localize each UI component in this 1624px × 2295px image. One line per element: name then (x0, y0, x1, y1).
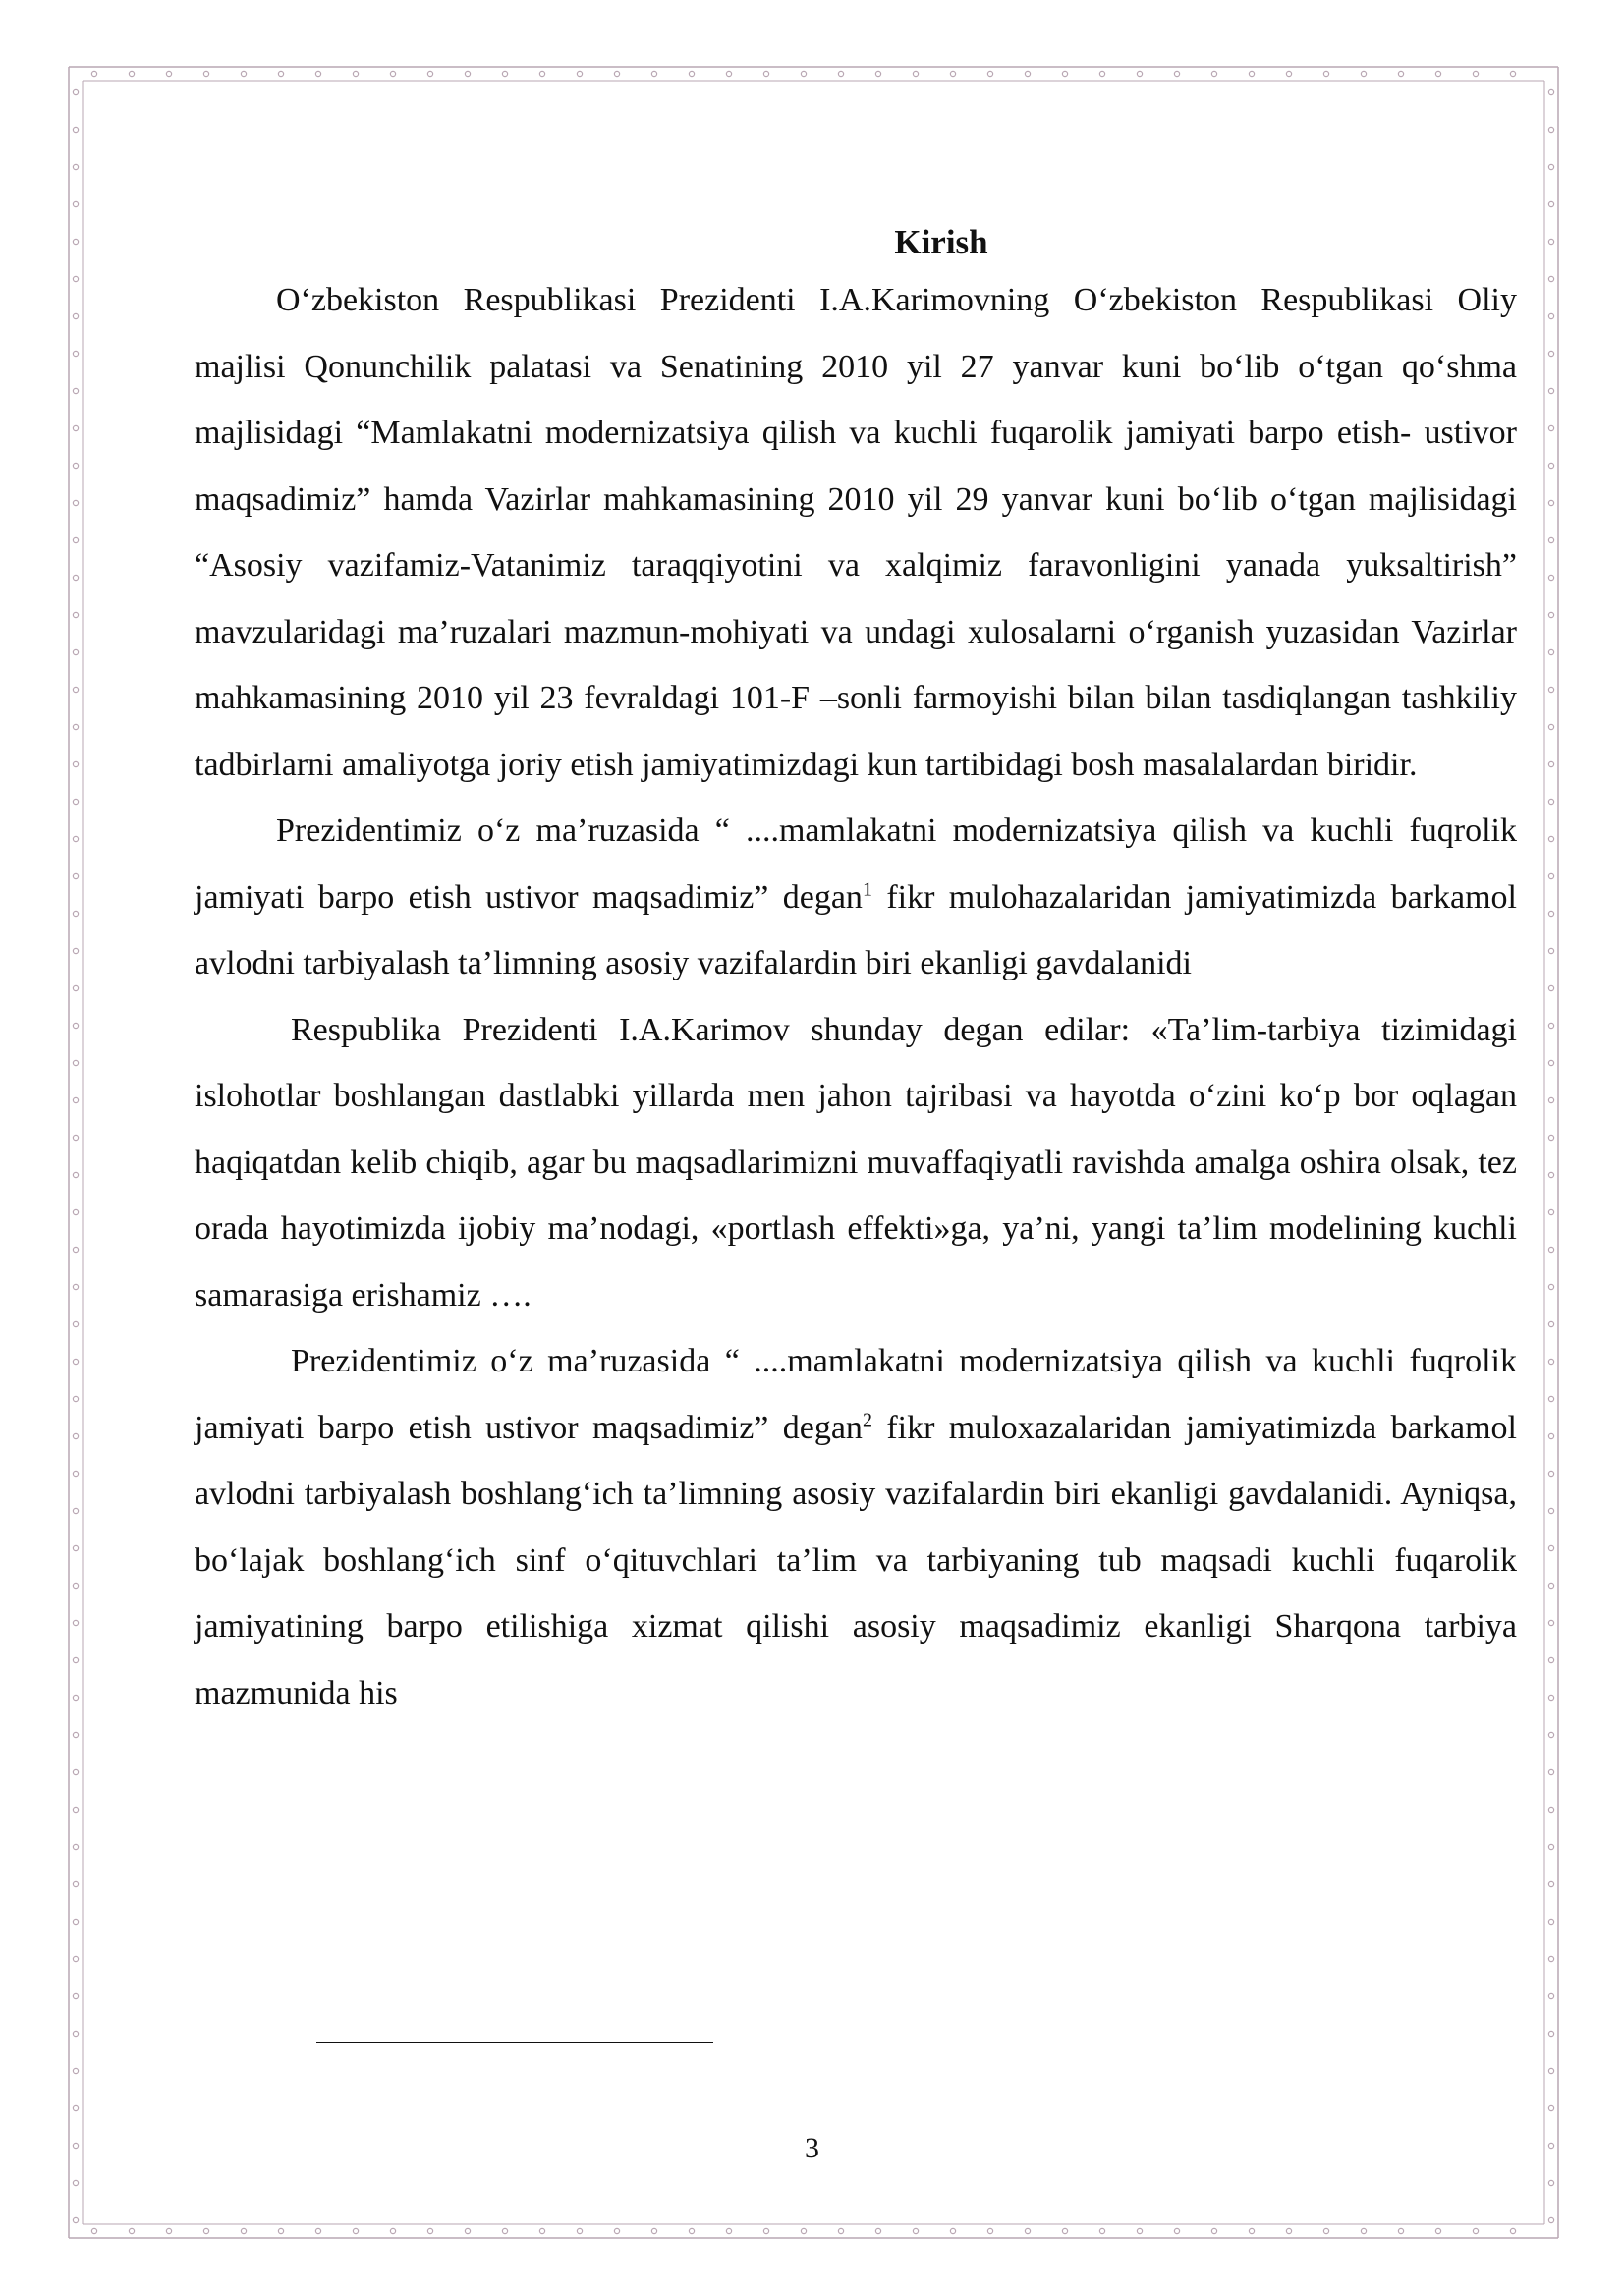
document-body (195, 218, 1517, 1726)
paragraph-3: Respublika Prezidenti I.A.Karimov shunday degan edilar: «Ta’lim-tarbiya tizimidagi islohotlar boshlangan dastlabki yillarda men jahon tajribasi va hayotda o‘zini ko‘p bor oqlagan haqiqatdan kelib chiqib, agar bu maqsadlarimizni muvaffaqiyatli ravishda amalga oshira olsak, tez orada hayotimizda ijobiy ma’nodagi, «portlash effekti»ga, ya’ni, yangi ta’lim modelining kuchli samarasiga erishamiz …. (195, 1011, 1517, 1314)
paragraph-2-text-before: Prezidentimiz o‘z ma’ruzasida “ ....mamlakatni modernizatsiya qilish va kuchli fuqrolik jamiyati barpo etish ustivor maqsadimiz” degan (195, 812, 1517, 916)
footnote-separator (316, 2042, 713, 2043)
section-title: Kirish (894, 223, 988, 261)
paragraph-4-text-after: fikr muloxazalaridan jamiyatimizda barkamol avlodni tarbiyalash boshlang‘ich ta’limning asosiy vazifalardin biri ekanligi gavdalanidi. Ayniqsa, bo‘lajak boshlang‘ich sinf o‘qituvchlari ta’lim va tarbiyaning tub maqsadi kuchli fuqarolik jamiyatining barpo etilishiga xizmat qilishi asosiy maqsadimiz ekanligi Sharqona tarbiya mazmunida his (195, 1409, 1517, 1711)
paragraph-2-text-after: fikr mulohazalaridan jamiyatimizda barkamol avlodni tarbiyalash ta’limning asosiy vazifalardin biri ekanligi gavdalanidi (195, 878, 1517, 981)
paragraph-2 (195, 798, 1517, 997)
paragraph-1: O‘zbekiston Respublikasi Prezidenti I.A.Karimovning O‘zbekiston Respublikasi Oliy majlisi Qonunchilik palatasi va Senatining 2010 yil 27 yanvar kuni bo‘lib o‘tgan qo‘shma majlisidagi “Mamlakatni modernizatsiya qilish va kuchli fuqarolik jamiyati barpo etish- ustivor maqsadimiz” hamda Vazirlar mahkamasining 2010 yil 29 yanvar kuni bo‘lib o‘tgan majlisidagi “Asosiy vazifamiz-Vatanimiz taraqqiyotini va xalqimiz faravonligini yanada yuksaltirish” mavzularidagi ma’ruzalari mazmun-mohiyati va undagi xulosalarni o‘rganish yuzasidan Vazirlar mahkamasining 2010 yil 23 fevraldagi 101-F –sonli farmoyishi bilan bilan tasdiqlangan tashkiliy tadbirlarni amaliyotga joriy etish jamiyatimizdagi kun tartibidagi bosh masalalardan biridir. (195, 282, 1517, 783)
footnote-ref-2[interactable]: 2 (862, 1409, 872, 1431)
paragraph-4 (195, 1328, 1517, 1726)
paragraph-4-text-before: Prezidentimiz o‘z ma’ruzasida “ ....mamlakatni modernizatsiya qilish va kuchli fuqrolik jamiyati barpo etish ustivor maqsadimiz” degan (195, 1343, 1517, 1446)
footnote-ref-1[interactable]: 1 (862, 878, 872, 901)
page-number: 3 (805, 2132, 819, 2164)
